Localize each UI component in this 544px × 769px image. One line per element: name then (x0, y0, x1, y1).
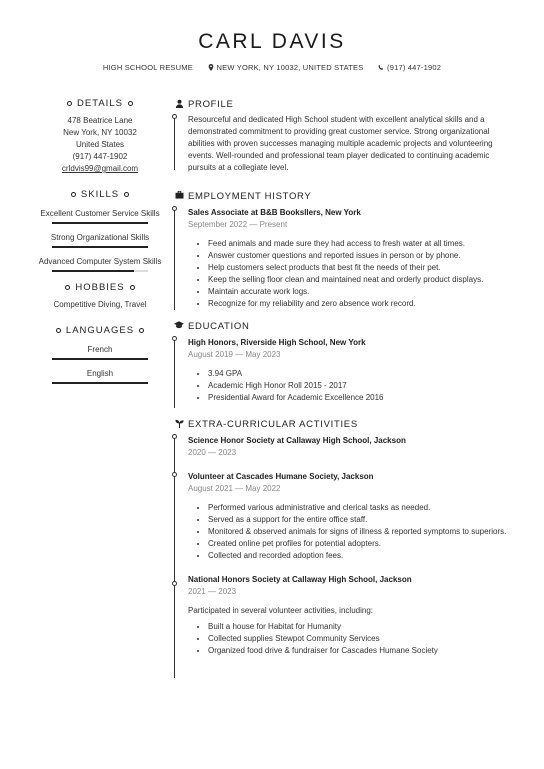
languages-title: LANGUAGES (65, 325, 135, 336)
timeline-dot (172, 114, 177, 119)
skill-level-fill (52, 222, 148, 224)
resume-subtitle: HIGH SCHOOL RESUME (102, 63, 193, 72)
language-level-fill (52, 382, 148, 384)
hobbies-title: HOBBIES (75, 282, 125, 293)
dot-icon (67, 101, 72, 106)
phone-icon (378, 63, 387, 72)
skill-level-bar (52, 246, 148, 248)
activity-date: August 2021 — May 2022 (188, 484, 281, 493)
dot-icon (128, 101, 133, 106)
details-phone-line: (917) 447-1902 (72, 152, 128, 161)
details-address-line: 478 Beatrice Lane (67, 116, 133, 125)
language-level-bar (52, 382, 148, 384)
skills-heading (34, 189, 166, 200)
list-item: • Monitored & observed animals for signs of illness & reported symptoms to superiors. (208, 526, 515, 538)
languages-heading (34, 325, 166, 336)
language-level-bar (52, 358, 148, 360)
education-title: EDUCATION (188, 320, 250, 332)
skills-title: SKILLS (80, 189, 120, 200)
hobbies-text: Competitive Diving, Travel (53, 300, 147, 309)
timeline-dot (172, 206, 177, 211)
list-item: • Help customers select products that best fit the needs of their pet. (208, 262, 515, 274)
language-label: French (87, 345, 113, 354)
list-item: • Collected supplies Stewpot Community Services (208, 633, 515, 645)
details-country-line: United States (75, 140, 125, 149)
education-section (170, 318, 515, 416)
person-icon (170, 99, 188, 110)
employment-section (170, 188, 515, 318)
list-item: • Feed animals and made sure they had access to fresh water at all times. (208, 238, 515, 250)
activity-bullets (188, 621, 515, 657)
list-item: • Performed various administrative and clerical tasks as needed. (208, 502, 515, 514)
timeline-dot (172, 336, 177, 341)
skill-level-fill (52, 270, 134, 272)
candidate-name: CARL DAVIS (198, 30, 346, 53)
activities-heading (170, 416, 515, 432)
details-heading (34, 98, 166, 109)
language-label: English (86, 369, 114, 378)
dot-icon (56, 328, 61, 333)
timeline-dot (172, 472, 177, 477)
list-item: • Organized food drive & fundraiser for Cascades Humane Society (208, 645, 515, 657)
hobbies-heading (34, 282, 166, 293)
dot-icon (139, 328, 144, 333)
list-item: • Answer customer questions and reported issues in person or by phone. (208, 250, 515, 262)
list-item: • Maintain accurate work logs. (208, 286, 515, 298)
timeline-line (174, 114, 175, 170)
timeline-dot (172, 434, 177, 439)
contact-line (0, 63, 544, 72)
job-title: Sales Associate at B&B Booksllers, New York (188, 208, 361, 217)
dot-icon (130, 285, 135, 290)
profile-section (170, 96, 515, 188)
education-school: High Honors, Riverside High School, New York (188, 338, 366, 347)
activities-title: EXTRA-CURRICULAR ACTIVITIES (188, 418, 358, 430)
list-item: • Recognize for my reliability and zero absence work record. (208, 298, 515, 310)
job-bullets (188, 238, 515, 310)
list-item: • Keep the selling floor clean and maintained neat and orderly product displays. (208, 274, 515, 286)
list-item: • Created online pet profiles for potential adopters. (208, 538, 515, 550)
activity-date: 2021 — 2023 (188, 587, 237, 596)
skill-label: Strong Organizational Skills (50, 233, 150, 242)
location-icon (208, 63, 217, 72)
briefcase-icon (170, 191, 188, 201)
profile-text: Resourceful and dedicated High School student with excellent analytical skills and a demonstrated commitment to providing great customer service. Strong organizational abilities with proven successes managing multiple academic projects and volunteering events. Well-rounded and professional team player dedicated to continuing academic pursuits at a collegiate level. (188, 115, 493, 172)
dot-icon (124, 192, 129, 197)
profile-title: PROFILE (188, 98, 234, 110)
details-title: DETAILS (77, 98, 123, 109)
list-item: • Presidential Award for Academic Excellence 2016 (208, 392, 515, 404)
details-city-line: New York, NY 10032 (63, 128, 137, 137)
skill-label: Excellent Customer Service Skills (40, 209, 160, 218)
languages-list (34, 342, 166, 384)
education-date: August 2019 — May 2023 (188, 350, 281, 359)
activities-section (170, 416, 515, 657)
employment-title: EMPLOYMENT HISTORY (188, 190, 312, 202)
skills-list (34, 206, 166, 272)
details-email-link[interactable]: crldvis99@gmail.com (61, 164, 139, 173)
list-item: • Collected and recorded adoption fees. (208, 550, 515, 562)
dot-icon (71, 192, 76, 197)
education-bullets (188, 368, 515, 404)
skill-level-fill (52, 246, 148, 248)
graduation-cap-icon (170, 321, 188, 331)
header-location: NEW YORK, NY 10032, UNITED STATES (216, 63, 364, 72)
list-item: • Built a house for Habitat for Humanity (208, 621, 515, 633)
timeline-line (174, 336, 175, 408)
activity-title: National Honors Society at Callaway High School, Jackson (188, 575, 412, 584)
list-item: • 3.94 GPA (208, 368, 515, 380)
skill-label: Advanced Computer System Skills (38, 257, 162, 266)
timeline-dot (172, 581, 177, 586)
timeline-line (174, 434, 175, 678)
list-item: • Served as a support for the entire office staff. (208, 514, 515, 526)
education-heading (170, 318, 515, 334)
language-level-fill (52, 358, 148, 360)
job-date: September 2022 — Present (188, 220, 288, 229)
activity-bullets (188, 502, 515, 562)
list-item: • Academic High Honor Roll 2015 - 2017 (208, 380, 515, 392)
main-content (170, 96, 515, 657)
sprout-icon (170, 419, 188, 430)
activity-title: Science Honor Society at Callaway High School, Jackson (188, 436, 406, 445)
dot-icon (65, 285, 70, 290)
activity-date: 2020 — 2023 (188, 448, 237, 457)
profile-heading (170, 96, 515, 112)
timeline-line (174, 206, 175, 310)
skill-level-bar (52, 270, 148, 272)
skill-level-bar (52, 222, 148, 224)
activity-title: Volunteer at Cascades Humane Society, Jackson (188, 472, 374, 481)
header-phone: (917) 447-1902 (387, 63, 442, 72)
activity-intro: Participated in several volunteer activities, including: (188, 606, 373, 615)
employment-heading (170, 188, 515, 204)
sidebar (34, 98, 166, 390)
